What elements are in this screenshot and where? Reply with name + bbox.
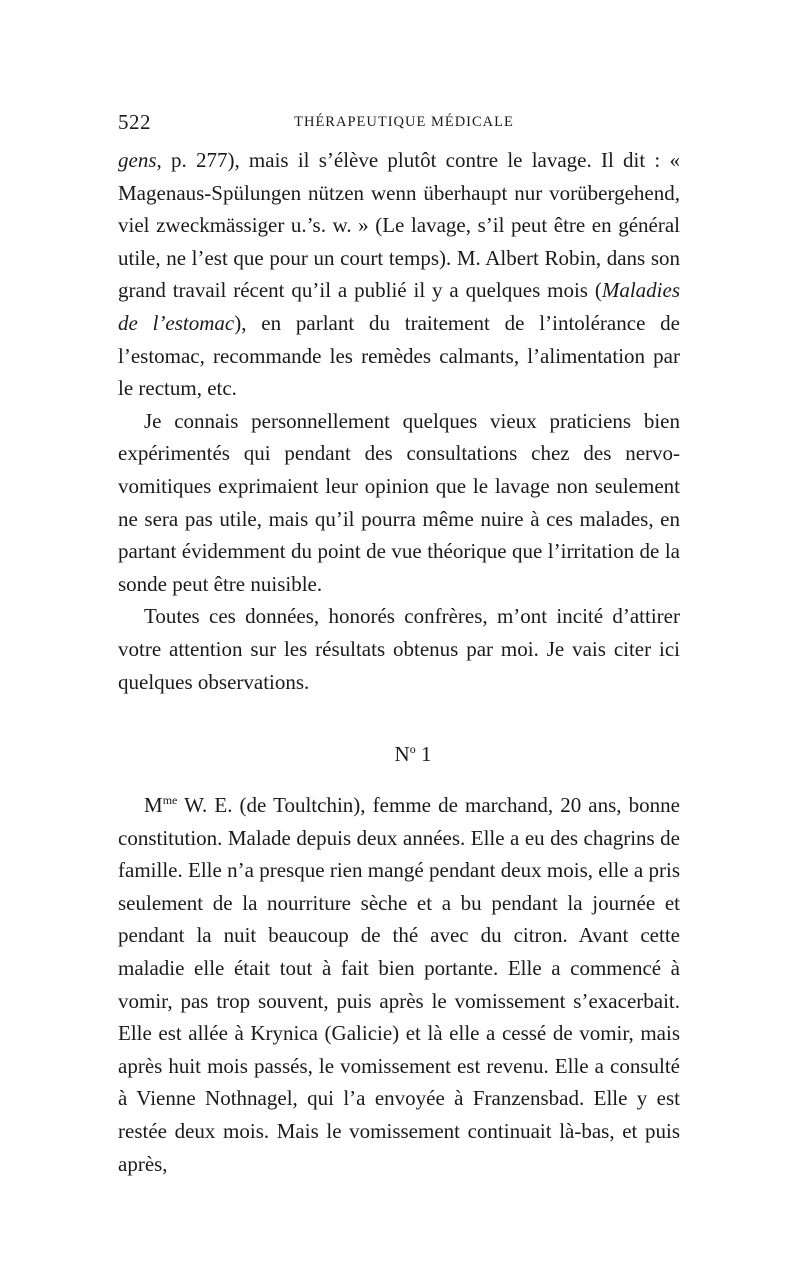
- running-title: THÉRAPEUTIQUE MÉDICALE: [294, 114, 514, 130]
- page-number: 522: [118, 110, 151, 134]
- observation-heading-sup: o: [409, 742, 416, 757]
- observation-heading: [118, 739, 680, 769]
- paragraph-observations-intro: Toutes ces données, honorés confrères, m’ont incité d’attirer votre attention sur les résultats obtenus par moi. Je vais citer ici quelques observations.: [118, 604, 680, 694]
- paragraph-text-end: ), en parlant du traitement de l’intolérance de l’estomac, recommande les remèdes calmants, l’alimentation par le rectum, etc.: [118, 310, 680, 401]
- honorific-sup: me: [162, 793, 178, 808]
- observation-heading-number: 1: [415, 742, 432, 767]
- paragraph-text: , p. 277), mais il s’élève plutôt contre le lavage. Il dit : « Magenaus-Spülungen nützen wenn überhaupt nur vorübergehend, viel zweckmässiger u.’s. w. » (Le lavage, s’il peut être en général utile, ne l’est que pour un court temps). M. Albert Robin, dans son grand travail récent qu’il a publié il y a quelques mois (: [118, 148, 680, 303]
- paragraph-case-report: [118, 789, 680, 1180]
- paragraph-practitioners: Je connais personnellement quelques vieux praticiens bien expérimentés qui pendant des consultations chez des nervo-vomitiques exprimaient leur opinion que le lavage non seulement ne sera pas utile, mais qu’il pourra même nuire à ces malades, en partant évidemment du point de vue théorique que l’irritation de la sonde peut être nuisible.: [118, 408, 680, 596]
- running-head: [118, 110, 680, 136]
- observation-heading-prefix: N: [394, 742, 410, 767]
- italic-book-title: Maladies de l’estomac: [118, 278, 680, 335]
- italic-lead-word: gens: [118, 148, 157, 172]
- honorific: M: [144, 793, 163, 818]
- book-page: [118, 110, 680, 1180]
- paragraph-continuation: [118, 144, 680, 405]
- case-report-text: W. E. (de Toultchin), femme de marchand, 20 ans, bonne constitution. Malade depuis deux années. Elle a eu des chagrins de famille. Elle n’a presque rien mangé pendant deux mois, elle a pris seulement de la nourriture sèche et a bu pendant la journée et pendant la nuit beaucoup de thé avec du citron. Avant cette maladie elle était tout à fait bien portante. Elle a commencé à vomir, pas trop souvent, puis après le vomissement s’exacerbait. Elle est allée à Krynica (Galicie) et là elle a cessé de vomir, mais après huit mois passés, le vomissement est revenu. Elle a consulté à Vienne Nothnagel, qui l’a envoyée à Franzensbad. Elle y est restée deux mois. Mais le vomissement continuait là-bas, et puis après,: [118, 793, 680, 1176]
